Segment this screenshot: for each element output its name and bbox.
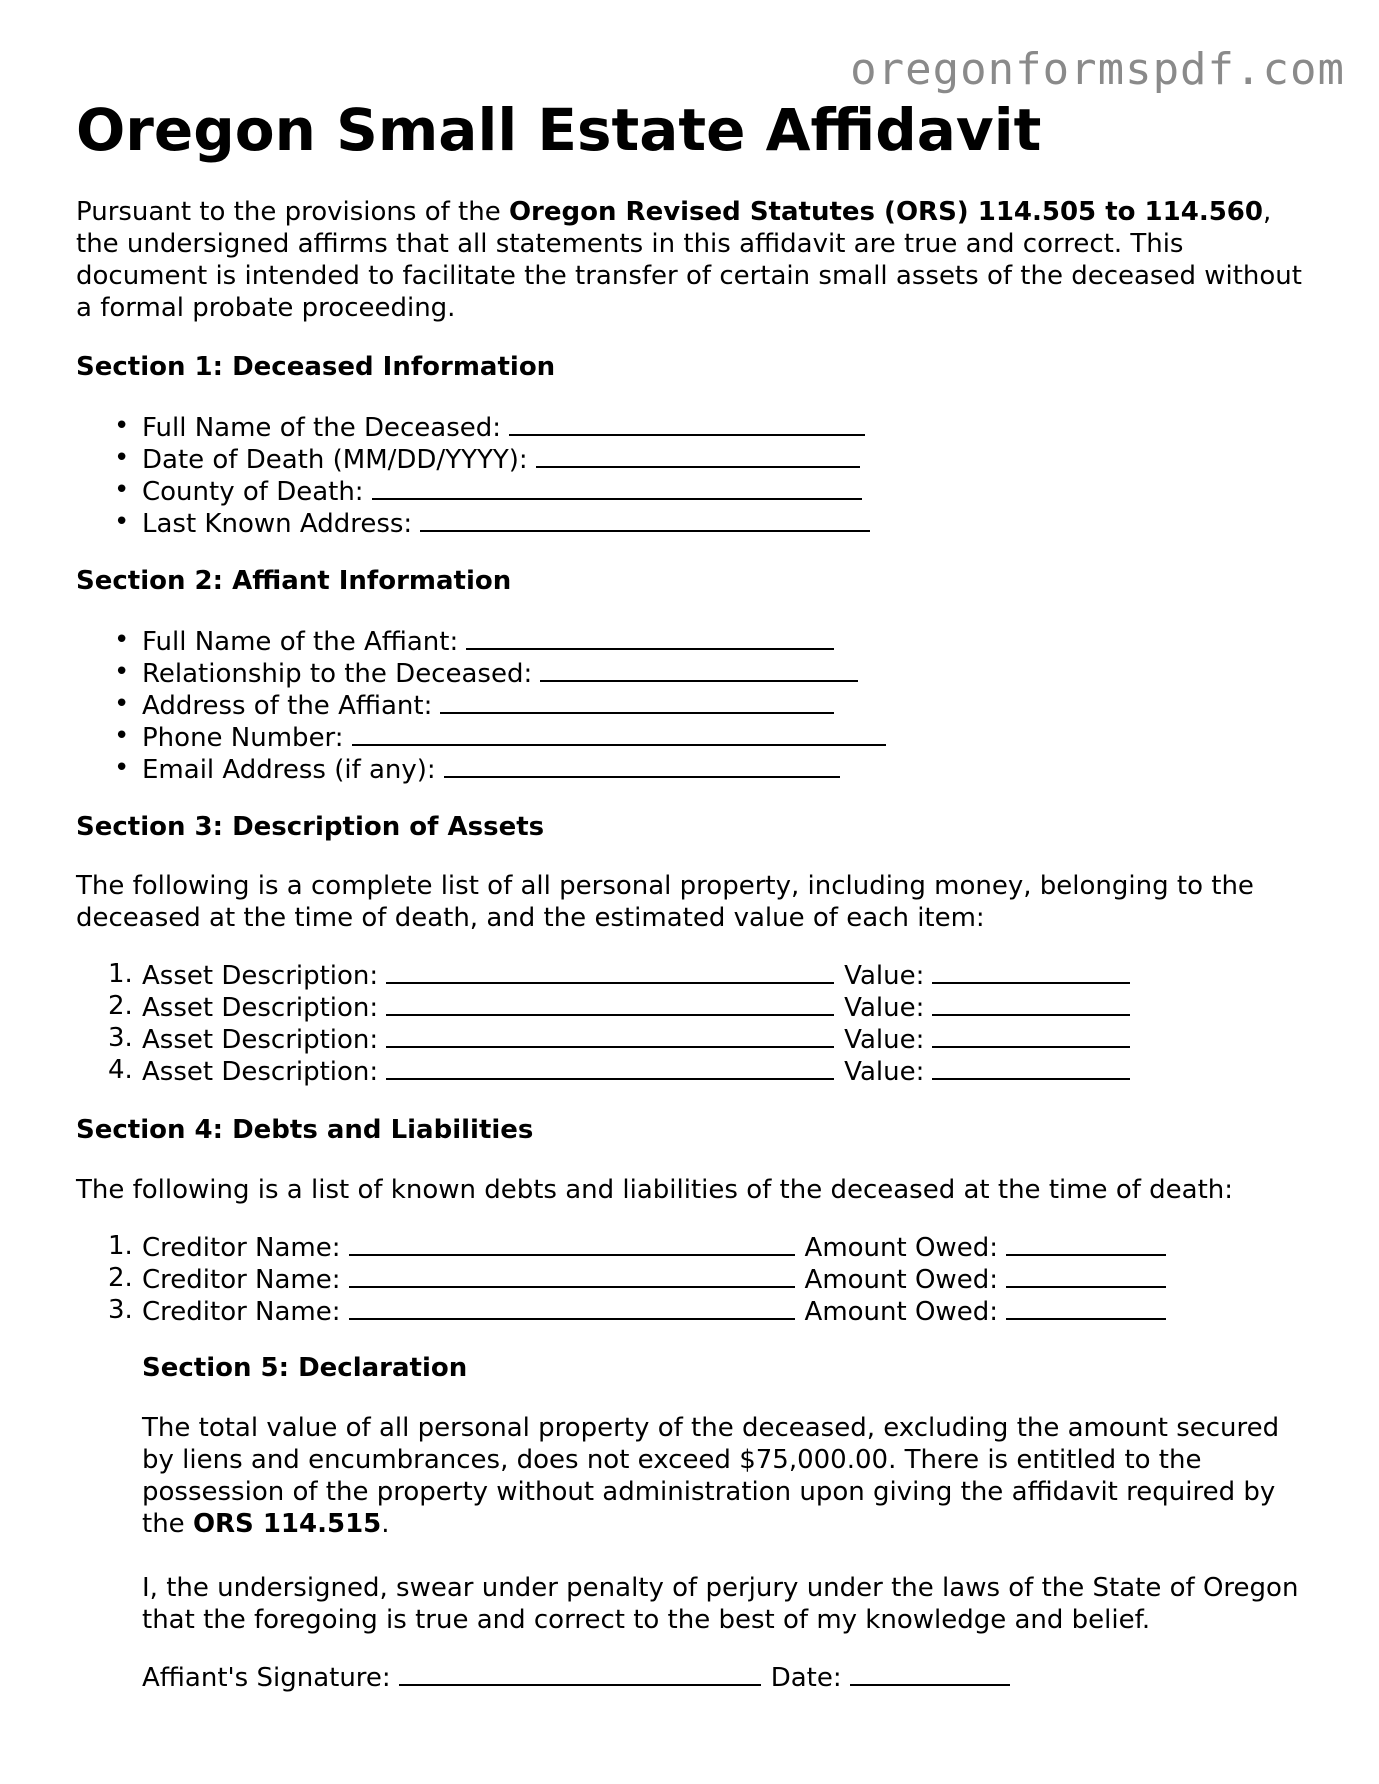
asset-value-input[interactable] [932, 958, 1130, 984]
field-deceased-name [76, 410, 870, 442]
signature-input[interactable] [399, 1660, 761, 1686]
row-number: 3. [108, 1295, 133, 1325]
date-label: Date: [770, 1663, 842, 1693]
asset-description-input[interactable] [386, 1054, 834, 1080]
asset-description-input[interactable] [386, 1022, 834, 1048]
value-label: Value: [844, 1025, 925, 1055]
asset-description-input[interactable] [386, 958, 834, 984]
value-label: Value: [844, 1057, 925, 1087]
creditor-label: Creditor Name: [142, 1265, 341, 1295]
amount-owed-input[interactable] [1006, 1262, 1166, 1288]
field-affiant-name [76, 624, 886, 656]
field-label: Date of Death (MM/DD/YYYY): [142, 445, 528, 475]
amount-owed-label: Amount Owed: [804, 1297, 998, 1327]
creditor-row [76, 1294, 1166, 1326]
bullet-icon: • [114, 753, 130, 783]
declaration-statute: ORS 114.515 [192, 1509, 382, 1539]
bullet-icon: • [114, 411, 130, 441]
declaration-text-end: . [381, 1509, 390, 1539]
asset-label: Asset Description: [142, 993, 379, 1023]
amount-owed-input[interactable] [1006, 1294, 1166, 1320]
field-relationship [76, 656, 886, 688]
section5-title: Section 5: Declaration [142, 1353, 468, 1383]
asset-value-input[interactable] [932, 1022, 1130, 1048]
declaration-paragraph [142, 1412, 1302, 1540]
creditor-label: Creditor Name: [142, 1233, 341, 1263]
intro-paragraph [76, 196, 1316, 324]
section2-title: Section 2: Affiant Information [76, 566, 512, 596]
field-label: Full Name of the Deceased: [142, 413, 501, 443]
row-number: 1. [108, 1231, 133, 1261]
asset-row [76, 990, 1130, 1022]
bullet-icon: • [114, 507, 130, 537]
deceased-name-input[interactable] [509, 410, 865, 436]
field-phone-number [76, 720, 886, 752]
field-label: Last Known Address: [142, 509, 413, 539]
creditor-name-input[interactable] [349, 1230, 795, 1256]
amount-owed-input[interactable] [1006, 1230, 1166, 1256]
field-label: Address of the Affiant: [142, 691, 433, 721]
section1-title: Section 1: Deceased Information [76, 352, 556, 382]
field-label: Full Name of the Affiant: [142, 627, 459, 657]
declaration-text: The total value of all personal property of the deceased, excluding the amount secured by liens and encumbrances, does not exceed $75,000.00. There is entitled to the possession of the property without administration upon giving the affidavit required by the [142, 1413, 1280, 1539]
asset-label: Asset Description: [142, 1025, 379, 1055]
row-number: 3. [108, 1023, 133, 1053]
asset-label: Asset Description: [142, 961, 379, 991]
field-label: Email Address (if any): [142, 755, 436, 785]
intro-text-before: Pursuant to the provisions of the [76, 197, 509, 227]
signature-line [142, 1660, 1010, 1694]
field-county-of-death [76, 474, 870, 506]
affiant-name-input[interactable] [466, 624, 834, 650]
watermark: oregonformspdf.com [850, 44, 1345, 95]
value-label: Value: [844, 961, 925, 991]
bullet-icon: • [114, 625, 130, 655]
creditor-label: Creditor Name: [142, 1297, 341, 1327]
creditor-name-input[interactable] [349, 1262, 795, 1288]
field-affiant-address [76, 688, 886, 720]
creditor-row [76, 1230, 1166, 1262]
row-number: 2. [108, 991, 133, 1021]
email-address-input[interactable] [444, 752, 840, 778]
county-of-death-input[interactable] [372, 474, 862, 500]
bullet-icon: • [114, 657, 130, 687]
bullet-icon: • [114, 443, 130, 473]
field-label: Relationship to the Deceased: [142, 659, 533, 689]
field-label: Phone Number: [142, 723, 344, 753]
section2-field-list [76, 624, 886, 784]
last-known-address-input[interactable] [420, 506, 870, 532]
creditor-list [76, 1230, 1166, 1326]
amount-owed-label: Amount Owed: [804, 1265, 998, 1295]
asset-row [76, 1054, 1130, 1086]
asset-row [76, 958, 1130, 990]
section4-title: Section 4: Debts and Liabilities [76, 1115, 534, 1145]
section3-title: Section 3: Description of Assets [76, 812, 545, 842]
asset-label: Asset Description: [142, 1057, 379, 1087]
date-of-death-input[interactable] [536, 442, 860, 468]
bullet-icon: • [114, 475, 130, 505]
asset-value-input[interactable] [932, 990, 1130, 1016]
creditor-name-input[interactable] [349, 1294, 795, 1320]
asset-description-input[interactable] [386, 990, 834, 1016]
bullet-icon: • [114, 721, 130, 751]
asset-value-input[interactable] [932, 1054, 1130, 1080]
amount-owed-label: Amount Owed: [804, 1233, 998, 1263]
section4-description: The following is a list of known debts and liabilities of the deceased at the time of death: [76, 1175, 1234, 1205]
affiant-address-input[interactable] [440, 688, 834, 714]
section1-field-list [76, 410, 870, 538]
asset-row [76, 1022, 1130, 1054]
asset-list [76, 958, 1130, 1086]
page-title: Oregon Small Estate Affidavit [76, 96, 1042, 164]
field-label: County of Death: [142, 477, 364, 507]
creditor-row [76, 1262, 1166, 1294]
field-last-known-address [76, 506, 870, 538]
row-number: 2. [108, 1263, 133, 1293]
signature-label: Affiant's Signature: [142, 1663, 391, 1693]
value-label: Value: [844, 993, 925, 1023]
section3-description: The following is a complete list of all personal property, including money, belonging to the deceased at the time of death, and the estimated value of each item: [76, 871, 1254, 933]
relationship-input[interactable] [540, 656, 858, 682]
oath-paragraph: I, the undersigned, swear under penalty of perjury under the laws of the State of Oregon that the foregoing is true and correct to the best of my knowledge and belief. [142, 1573, 1299, 1635]
bullet-icon: • [114, 689, 130, 719]
phone-number-input[interactable] [352, 720, 886, 746]
date-input[interactable] [850, 1660, 1010, 1686]
field-email-address [76, 752, 886, 784]
intro-text-after: , the undersigned affirms that all statements in this affidavit are true and correct. This document is intended to facilitate the transfer of certain small assets of the deceased without a formal probate proceeding. [76, 197, 1302, 323]
row-number: 4. [108, 1055, 133, 1085]
row-number: 1. [108, 959, 133, 989]
field-date-of-death [76, 442, 870, 474]
intro-statute: Oregon Revised Statutes (ORS) 114.505 to 114.560 [508, 197, 1263, 227]
